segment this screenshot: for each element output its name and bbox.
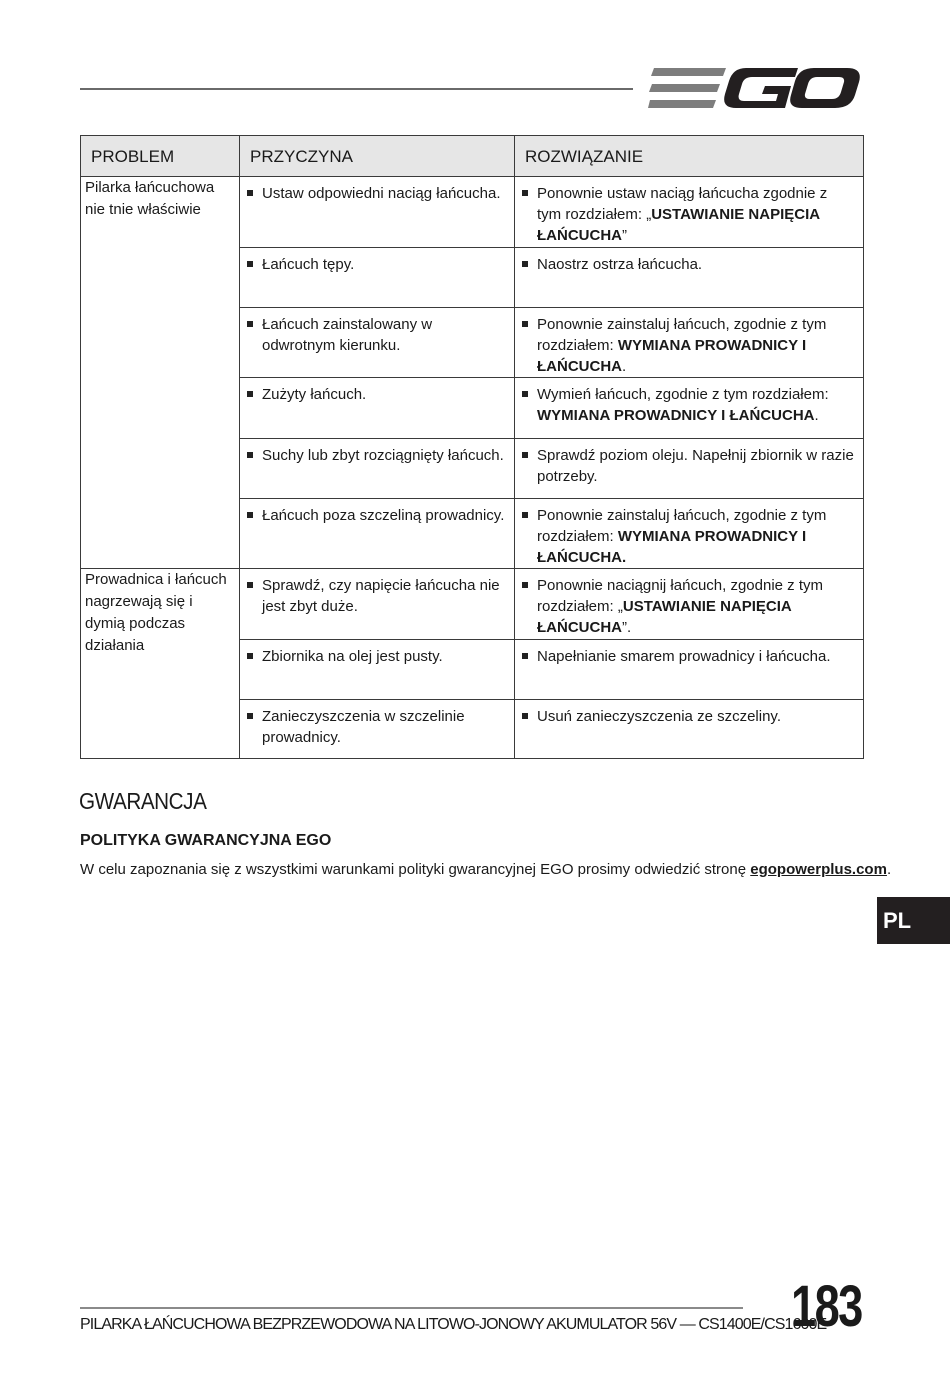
bullet-icon	[247, 261, 253, 267]
solution-cell: Usuń zanieczyszczenia ze szczeliny.	[515, 700, 864, 759]
bullet-icon	[522, 261, 528, 267]
cause-cell: Łańcuch tępy.	[240, 248, 515, 308]
header-problem: PROBLEM	[81, 136, 240, 177]
header-solution: ROZWIĄZANIE	[515, 136, 864, 177]
solution-cell: Ponownie ustaw naciąg łańcucha zgodnie z tym rozdziałem: „USTAWIANIE NAPIĘCIA ŁAŃCUCHA”	[515, 177, 864, 248]
language-tab: PL	[877, 897, 950, 944]
warranty-policy-text: W celu zapoznania się z wszystkimi warunkami polityki gwarancyjnej EGO prosimy odwiedzić stronę egopowerplus.com.	[80, 861, 892, 878]
bullet-icon	[247, 713, 253, 719]
solution-cell: Ponownie zainstaluj łańcuch, zgodnie z tym rozdziałem: WYMIANA PROWADNICY I ŁAŃCUCHA.	[515, 499, 864, 569]
solution-cell: Napełnianie smarem prowadnicy i łańcucha.	[515, 640, 864, 700]
header-cause: PRZYCZYNA	[240, 136, 515, 177]
ego-logo	[648, 64, 862, 112]
footer-title: PILARKA ŁAŃCUCHOWA BEZPRZEWODOWA NA LITOWO-JONOWY AKUMULATOR 56V — CS1400E/CS1600E	[80, 1316, 827, 1333]
table-row	[81, 569, 864, 640]
footer-rule	[80, 1307, 743, 1309]
solution-cell: Ponownie naciągnij łańcuch, zgodnie z tym rozdziałem: „USTAWIANIE NAPIĘCIA ŁAŃCUCHA”.	[515, 569, 864, 640]
table-row	[81, 177, 864, 248]
solution-cell: Wymień łańcuch, zgodnie z tym rozdziałem: WYMIANA PROWADNICY I ŁAŃCUCHA.	[515, 378, 864, 439]
bullet-icon	[522, 653, 528, 659]
bullet-icon	[247, 512, 253, 518]
solution-cell: Naostrz ostrza łańcucha.	[515, 248, 864, 308]
bullet-icon	[247, 582, 253, 588]
troubleshooting-table	[80, 135, 864, 759]
warranty-heading: GWARANCJA	[79, 788, 207, 814]
bullet-icon	[522, 190, 528, 196]
solution-cell: Ponownie zainstaluj łańcuch, zgodnie z tym rozdziałem: WYMIANA PROWADNICY I ŁAŃCUCHA.	[515, 308, 864, 378]
bullet-icon	[247, 190, 253, 196]
bullet-icon	[247, 321, 253, 327]
bullet-icon	[522, 391, 528, 397]
header-rule	[80, 88, 633, 90]
bullet-icon	[522, 321, 528, 327]
bullet-icon	[522, 512, 528, 518]
bullet-icon	[522, 582, 528, 588]
cause-cell: Zanieczyszczenia w szczelinie prowadnicy.	[240, 700, 515, 759]
problem-cell: Pilarka łańcuchowa nie tnie właściwie	[81, 177, 240, 569]
table-header-row	[81, 136, 864, 177]
cause-cell: Sprawdź, czy napięcie łańcucha nie jest zbyt duże.	[240, 569, 515, 640]
bullet-icon	[247, 452, 253, 458]
solution-cell: Sprawdź poziom oleju. Napełnij zbiornik w razie potrzeby.	[515, 439, 864, 499]
warranty-policy-heading: POLITYKA GWARANCYJNA EGO	[80, 832, 332, 849]
cause-cell: Suchy lub zbyt rozciągnięty łańcuch.	[240, 439, 515, 499]
ego-website-link[interactable]: egopowerplus.com	[750, 861, 887, 878]
bullet-icon	[247, 391, 253, 397]
problem-cell: Prowadnica i łańcuch nagrzewają się i dymią podczas działania	[81, 569, 240, 759]
page-number: 183	[791, 1274, 862, 1339]
bullet-icon	[522, 713, 528, 719]
bullet-icon	[247, 653, 253, 659]
cause-cell: Łańcuch poza szczeliną prowadnicy.	[240, 499, 515, 569]
bullet-icon	[522, 452, 528, 458]
cause-cell: Zbiornika na olej jest pusty.	[240, 640, 515, 700]
cause-cell: Zużyty łańcuch.	[240, 378, 515, 439]
cause-cell: Ustaw odpowiedni naciąg łańcucha.	[240, 177, 515, 248]
cause-cell: Łańcuch zainstalowany w odwrotnym kierunku.	[240, 308, 515, 378]
